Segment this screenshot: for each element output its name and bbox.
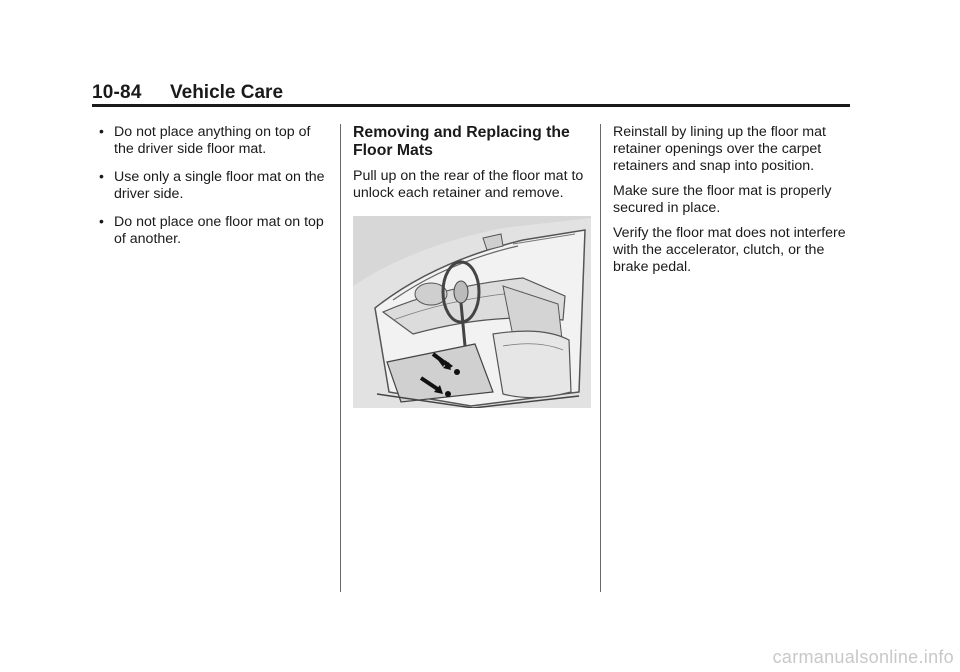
column-2: [353, 124, 593, 408]
bullet-item: [94, 169, 326, 203]
bullet-text: Use only a single floor mat on the driver side.: [114, 169, 325, 202]
page-header: [92, 82, 850, 106]
body-paragraph: Reinstall by lining up the floor mat retainer openings over the carpet retainers and snap into position.: [613, 124, 826, 174]
body-paragraph: Pull up on the rear of the floor mat to unlock each retainer and remove.: [353, 168, 584, 201]
header-rule: [92, 104, 850, 107]
subsection-heading: Removing and Replacing the Floor Mats: [353, 124, 570, 159]
bullet-dot-icon: •: [99, 213, 104, 229]
bullet-dot-icon: •: [99, 123, 104, 139]
watermark-text: carmanualsonline.info: [772, 647, 954, 667]
column-1: [94, 124, 326, 259]
bullet-text: Do not place one floor mat on top of another.: [114, 214, 324, 247]
column-divider-2: [600, 124, 601, 592]
page-number: 10-84: [92, 82, 142, 103]
column-divider-1: [340, 124, 341, 592]
body-paragraph: Make sure the floor mat is properly secured in place.: [613, 183, 832, 216]
bullet-dot-icon: •: [99, 168, 104, 184]
bullet-item: [94, 214, 326, 248]
column-3: [613, 124, 853, 284]
bullet-item: [94, 124, 326, 158]
body-paragraph: Verify the floor mat does not interfere with the accelerator, clutch, or the brake pedal.: [613, 225, 846, 275]
bullet-text: Do not place anything on top of the driver side floor mat.: [114, 124, 311, 157]
floor-mat-illustration: [353, 216, 591, 408]
bullet-list: [94, 124, 326, 248]
section-title: Vehicle Care: [170, 82, 284, 103]
